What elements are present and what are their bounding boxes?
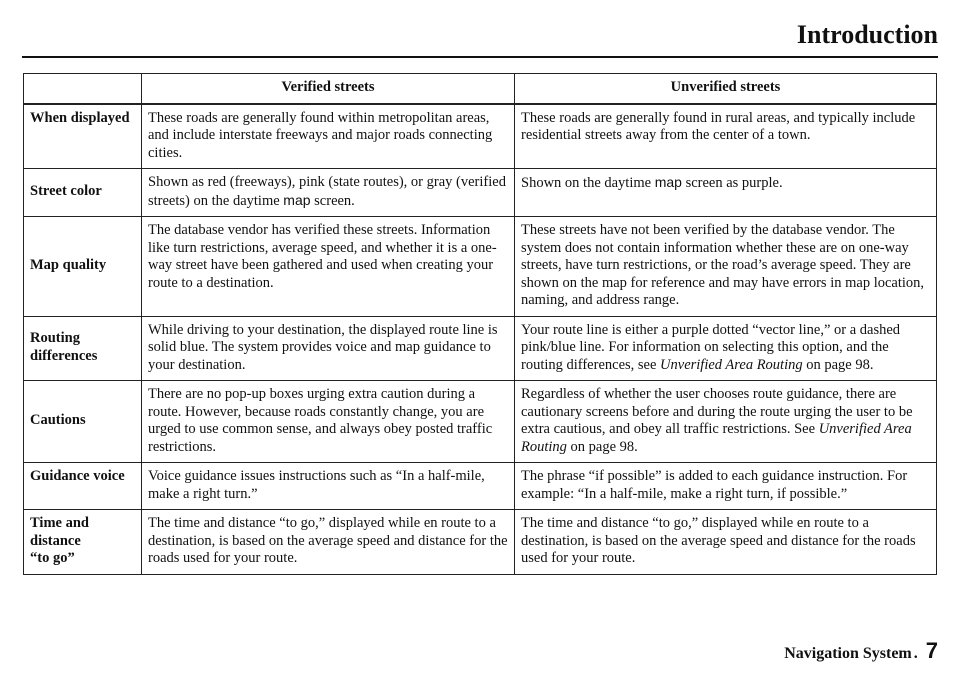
table-row xyxy=(24,510,937,575)
table-row xyxy=(24,463,937,510)
footer-separator: . xyxy=(913,645,918,662)
verified-cell xyxy=(142,169,515,217)
cross-reference: Unverified Area Routing xyxy=(660,356,803,373)
unverified-cell xyxy=(515,169,937,217)
row-label: When displayed xyxy=(24,104,142,169)
unverified-cell xyxy=(515,381,937,463)
table-header-row xyxy=(24,74,937,104)
row-label-line: Time and distance xyxy=(30,515,89,549)
page-title: Introduction xyxy=(796,20,938,49)
row-label xyxy=(24,510,142,575)
cell-text: on page 98. xyxy=(802,356,874,373)
cell-text: Shown on the daytime xyxy=(521,175,655,191)
header-rule xyxy=(22,56,938,58)
streets-comparison-table xyxy=(23,73,937,575)
page-number: 7 xyxy=(925,638,938,663)
cell-text: screen. xyxy=(310,192,355,209)
verified-cell: The database vendor has verified these streets. Information like turn restrictions, average speed, and whether it is a one-way street have been gathered and used when creating your route to a destination. xyxy=(142,217,515,317)
verified-cell: These roads are generally found within metropolitan areas, and include interstate freeways and major roads connecting cities. xyxy=(142,104,515,169)
row-label-line: “to go” xyxy=(30,550,75,566)
screen-term: map xyxy=(283,191,311,208)
cell-text: Regardless of whether the user chooses route guidance, there are cautionary screens before and during the route urging the user to be extra cautious, and obey all traffic restrictions. See xyxy=(521,386,913,437)
unverified-cell: These streets have not been verified by the database vendor. The system does not contain information whether these are on one-way streets, have turn restrictions, or the road’s average speed. They are shown on the map for reference and may have errors in map location, naming, and address range. xyxy=(515,217,937,317)
table-row xyxy=(24,217,937,317)
unverified-cell xyxy=(515,316,937,381)
table-row xyxy=(24,381,937,463)
row-label: Routing differences xyxy=(24,316,142,381)
unverified-streets-header: Unverified streets xyxy=(515,74,937,104)
row-label: Cautions xyxy=(24,381,142,463)
table-row xyxy=(24,316,937,381)
cell-text: Your route line is either a purple dotted “vector line,” or a dashed pink/blue line. For information on selecting this option, and the routing differences, see xyxy=(521,321,901,373)
verified-cell: Voice guidance issues instructions such as “In a half-mile, make a right turn.” xyxy=(142,463,515,510)
corner-header xyxy=(24,74,142,104)
unverified-cell: The time and distance “to go,” displayed while en route to a destination, is based on the average speed and distance for the roads used for your route. xyxy=(515,510,937,575)
verified-cell: While driving to your destination, the displayed route line is solid blue. The system provides voice and map guidance to your destination. xyxy=(142,316,515,381)
verified-cell: There are no pop-up boxes urging extra caution during a route. However, because roads constantly change, you are urged to use common sense, and always obey posted traffic restrictions. xyxy=(142,381,515,463)
table-row xyxy=(24,169,937,217)
footer-section: Navigation System xyxy=(784,645,912,662)
cross-reference: Unverified Area Routing xyxy=(521,421,912,455)
unverified-cell: The phrase “if possible” is added to each guidance instruction. For example: “In a half-mile, make a right turn, if possible.” xyxy=(515,463,937,510)
unverified-cell: These roads are generally found in rural areas, and typically include residential streets away from the center of a town. xyxy=(515,104,937,169)
cell-text: screen as purple. xyxy=(681,175,783,191)
cell-text: Shown as red (freeways), pink (state routes), or gray (verified streets) on the daytime xyxy=(148,174,506,209)
verified-streets-header: Verified streets xyxy=(142,74,515,104)
cell-text: on page 98. xyxy=(566,438,638,455)
verified-cell: The time and distance “to go,” displayed while en route to a destination, is based on the average speed and distance for the roads used for your route. xyxy=(142,510,515,575)
row-label: Street color xyxy=(24,169,142,217)
row-label: Map quality xyxy=(24,217,142,317)
row-label: Guidance voice xyxy=(24,463,142,510)
table-row xyxy=(24,104,937,169)
screen-term: map xyxy=(654,174,682,190)
page-footer xyxy=(784,638,938,664)
